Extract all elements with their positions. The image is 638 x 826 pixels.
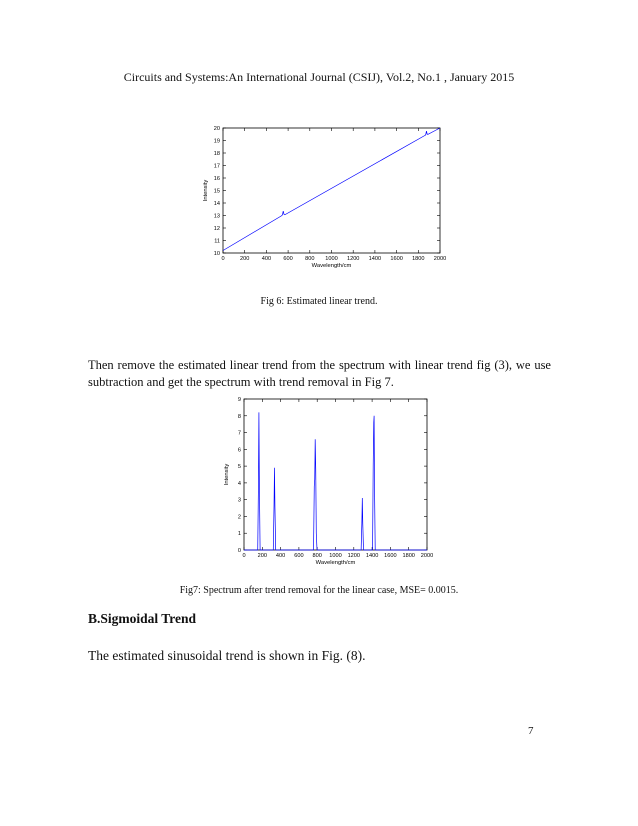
fig7-x-tick-label: 800 — [312, 553, 322, 559]
fig6-y-tick-label: 13 — [213, 213, 220, 220]
fig6-x-tick-label: 600 — [283, 256, 293, 262]
fig6-plot-frame — [223, 128, 440, 253]
fig6-x-axis-label: Wavelength/cm — [311, 263, 352, 269]
fig7-x-tick-label: 1200 — [347, 553, 361, 559]
fig7-x-tick-label: 400 — [275, 553, 286, 559]
fig6-x-tick-label: 0 — [221, 256, 225, 262]
fig7-x-tick-label: 1000 — [329, 553, 342, 559]
fig6-y-tick-label: 11 — [214, 238, 220, 245]
fig7-x-tick-label: 1400 — [365, 553, 379, 559]
figure-6-caption: Fig 6: Estimated linear trend. — [260, 296, 378, 307]
fig6-x-tick-label: 200 — [240, 256, 250, 262]
fig7-y-tick-label: 4 — [237, 480, 241, 487]
fig6-y-tick-label: 14 — [213, 201, 220, 207]
fig7-x-tick-label: 1600 — [384, 553, 397, 559]
fig7-x-tick-label: 200 — [257, 553, 267, 559]
fig7-y-tick-label: 8 — [237, 413, 241, 420]
fig7-y-tick-label: 1 — [237, 531, 241, 538]
fig7-x-tick-label: 1800 — [402, 553, 415, 559]
fig7-x-axis-label: Wavelength/cm — [315, 560, 356, 566]
fig6-x-tick-label: 1000 — [325, 256, 338, 262]
fig6-y-tick-label: 12 — [213, 226, 220, 232]
fig6-y-tick-label: 20 — [213, 126, 220, 132]
fig6-y-tick-label: 19 — [213, 138, 220, 145]
fig6-y-tick-label: 16 — [213, 176, 220, 182]
fig7-x-tick-label: 600 — [294, 553, 304, 559]
fig6-y-tick-label: 15 — [213, 188, 220, 195]
fig6-x-tick-label: 400 — [261, 256, 272, 262]
fig6-y-tick-label: 17 — [213, 163, 220, 170]
page-number: 7 — [528, 725, 534, 737]
figure-7-caption: Fig7: Spectrum after trend removal for the linear case, MSE= 0.0015. — [179, 585, 459, 596]
running-header: Circuits and Systems:An International Journal (CSIJ), Vol.2, No.1 , January 2015 — [123, 70, 515, 84]
fig6-x-tick-label: 1600 — [390, 256, 403, 262]
fig7-x-tick-label: 2000 — [420, 553, 434, 559]
fig6-x-tick-label: 1400 — [368, 256, 382, 262]
fig6-y-tick-label: 18 — [213, 151, 220, 157]
figure-6-chart — [190, 118, 460, 278]
fig7-y-tick-label: 2 — [237, 514, 241, 521]
fig7-y-axis-label: Intensity — [224, 463, 230, 486]
fig6-x-tick-label: 1200 — [346, 256, 360, 262]
fig6-y-tick-label: 10 — [213, 251, 220, 257]
fig7-y-tick-label: 7 — [237, 430, 241, 437]
fig6-series-line — [223, 128, 440, 251]
fig6-x-tick-label: 2000 — [433, 256, 447, 262]
fig6-x-tick-label: 1800 — [412, 256, 425, 262]
fig6-y-axis-label: Intensity — [203, 179, 209, 202]
body-paragraph-2: The estimated sinusoidal trend is shown in Fig. (8). — [88, 648, 366, 663]
figure-7-chart — [222, 392, 438, 570]
fig7-x-tick-label: 0 — [242, 553, 246, 559]
fig7-y-tick-label: 9 — [237, 397, 241, 403]
fig7-y-tick-label: 6 — [237, 447, 241, 454]
fig7-y-tick-label: 5 — [237, 464, 241, 471]
body-paragraph-1: Then remove the estimated linear trend from the spectrum with linear trend fig (3), we use subtraction and get the spectrum with trend removal in Fig 7. — [88, 358, 551, 389]
fig7-plot-frame — [244, 399, 427, 550]
fig7-y-tick-label: 0 — [237, 548, 241, 554]
fig6-x-tick-label: 800 — [305, 256, 315, 262]
fig7-y-tick-label: 3 — [237, 497, 241, 504]
fig7-series-line — [244, 412, 427, 550]
section-heading: B.Sigmoidal Trend — [88, 611, 197, 626]
